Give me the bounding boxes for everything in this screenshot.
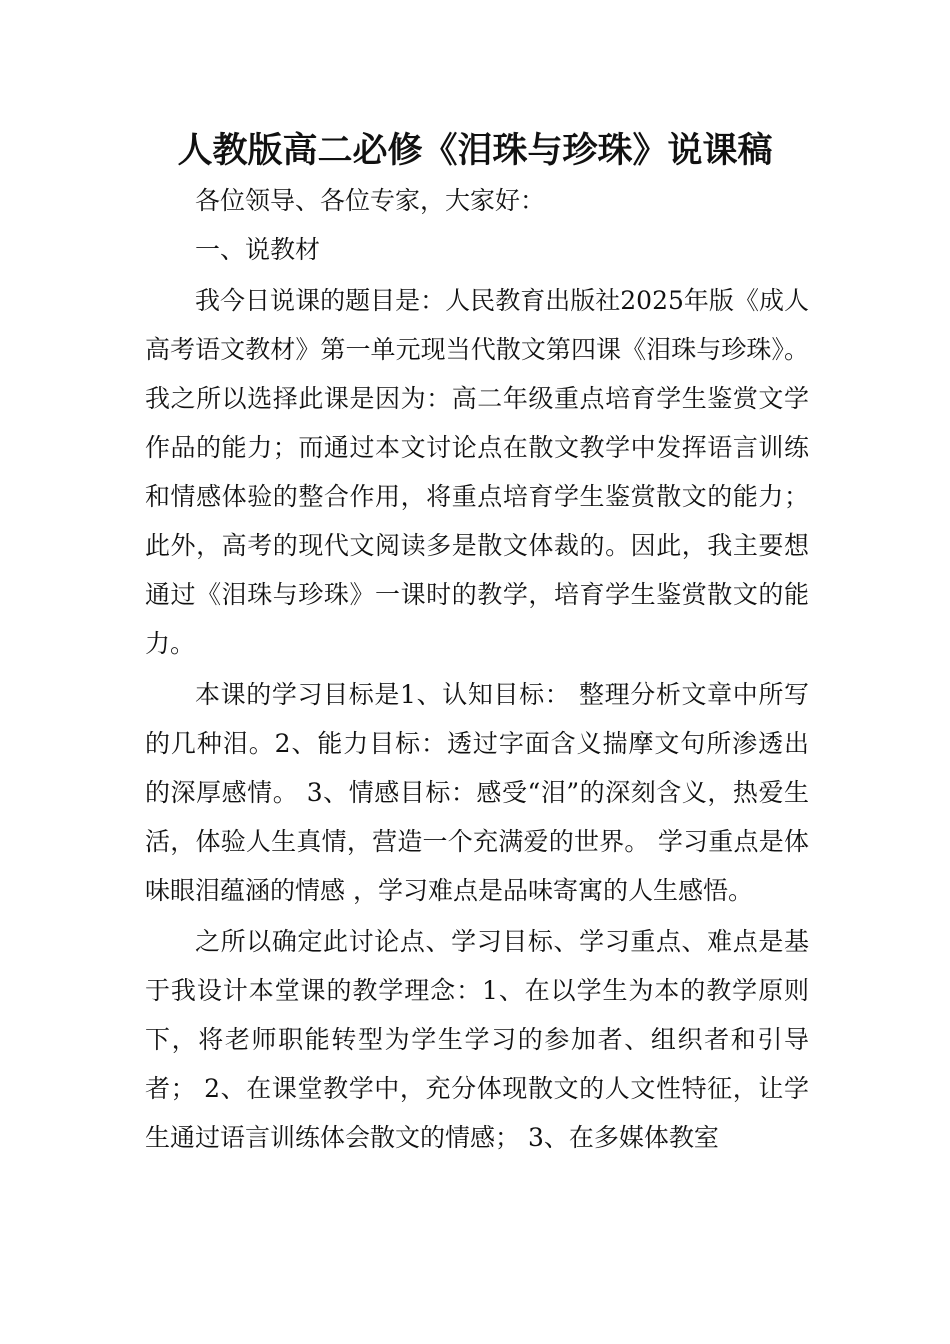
paragraph-objectives: 本课的学习目标是1、认知目标： 整理分析文章中所写的几种泪。2、能力目标：透过字面含义揣摩文句所渗透出的深厚感情。 3、情感目标：感受“泪”的深刻含义，热爱生活，体验人生真情，营造一个充满爱的世界。 学习重点是体味眼泪蕴涵的情感 ，学习难点是品味寄寓的人生感悟。 <box>145 680 809 905</box>
section-heading-textbook: 一、说教材 <box>195 235 321 264</box>
document-title: 人教版高二必修《泪珠与珍珠》说课稿 <box>177 131 773 171</box>
paragraph-topic: 我今日说课的题目是：人民教育出版社2025年版《成人高考语文教材》第一单元现当代散文第四课《泪珠与珍珠》。我之所以选择此课是因为：高二年级重点培育学生鉴赏文学作品的能力；而通过本文讨论点在散文教学中发挥语言训练和情感体验的整合作用，将重点培育学生鉴赏散文的能力；此外，高考的现代文阅读多是散文体裁的。因此，我主要想通过《泪珠与珍珠》一课时的教学，培育学生鉴赏散文的能力。 <box>145 286 809 658</box>
paragraph-greeting: 各位领导、各位专家，大家好： <box>195 186 546 215</box>
document-body <box>145 176 809 1162</box>
paragraph-teaching-philosophy: 之所以确定此讨论点、学习目标、学习重点、难点是基于我设计本堂课的教学理念：1、在以学生为本的教学原则下，将老师职能转型为学生学习的参加者、组织者和引导者； 2、在课堂教学中，充分体现散文的人文性特征，让学生通过语言训练体会散文的情感； 3、在多媒体教室 <box>145 927 809 1152</box>
